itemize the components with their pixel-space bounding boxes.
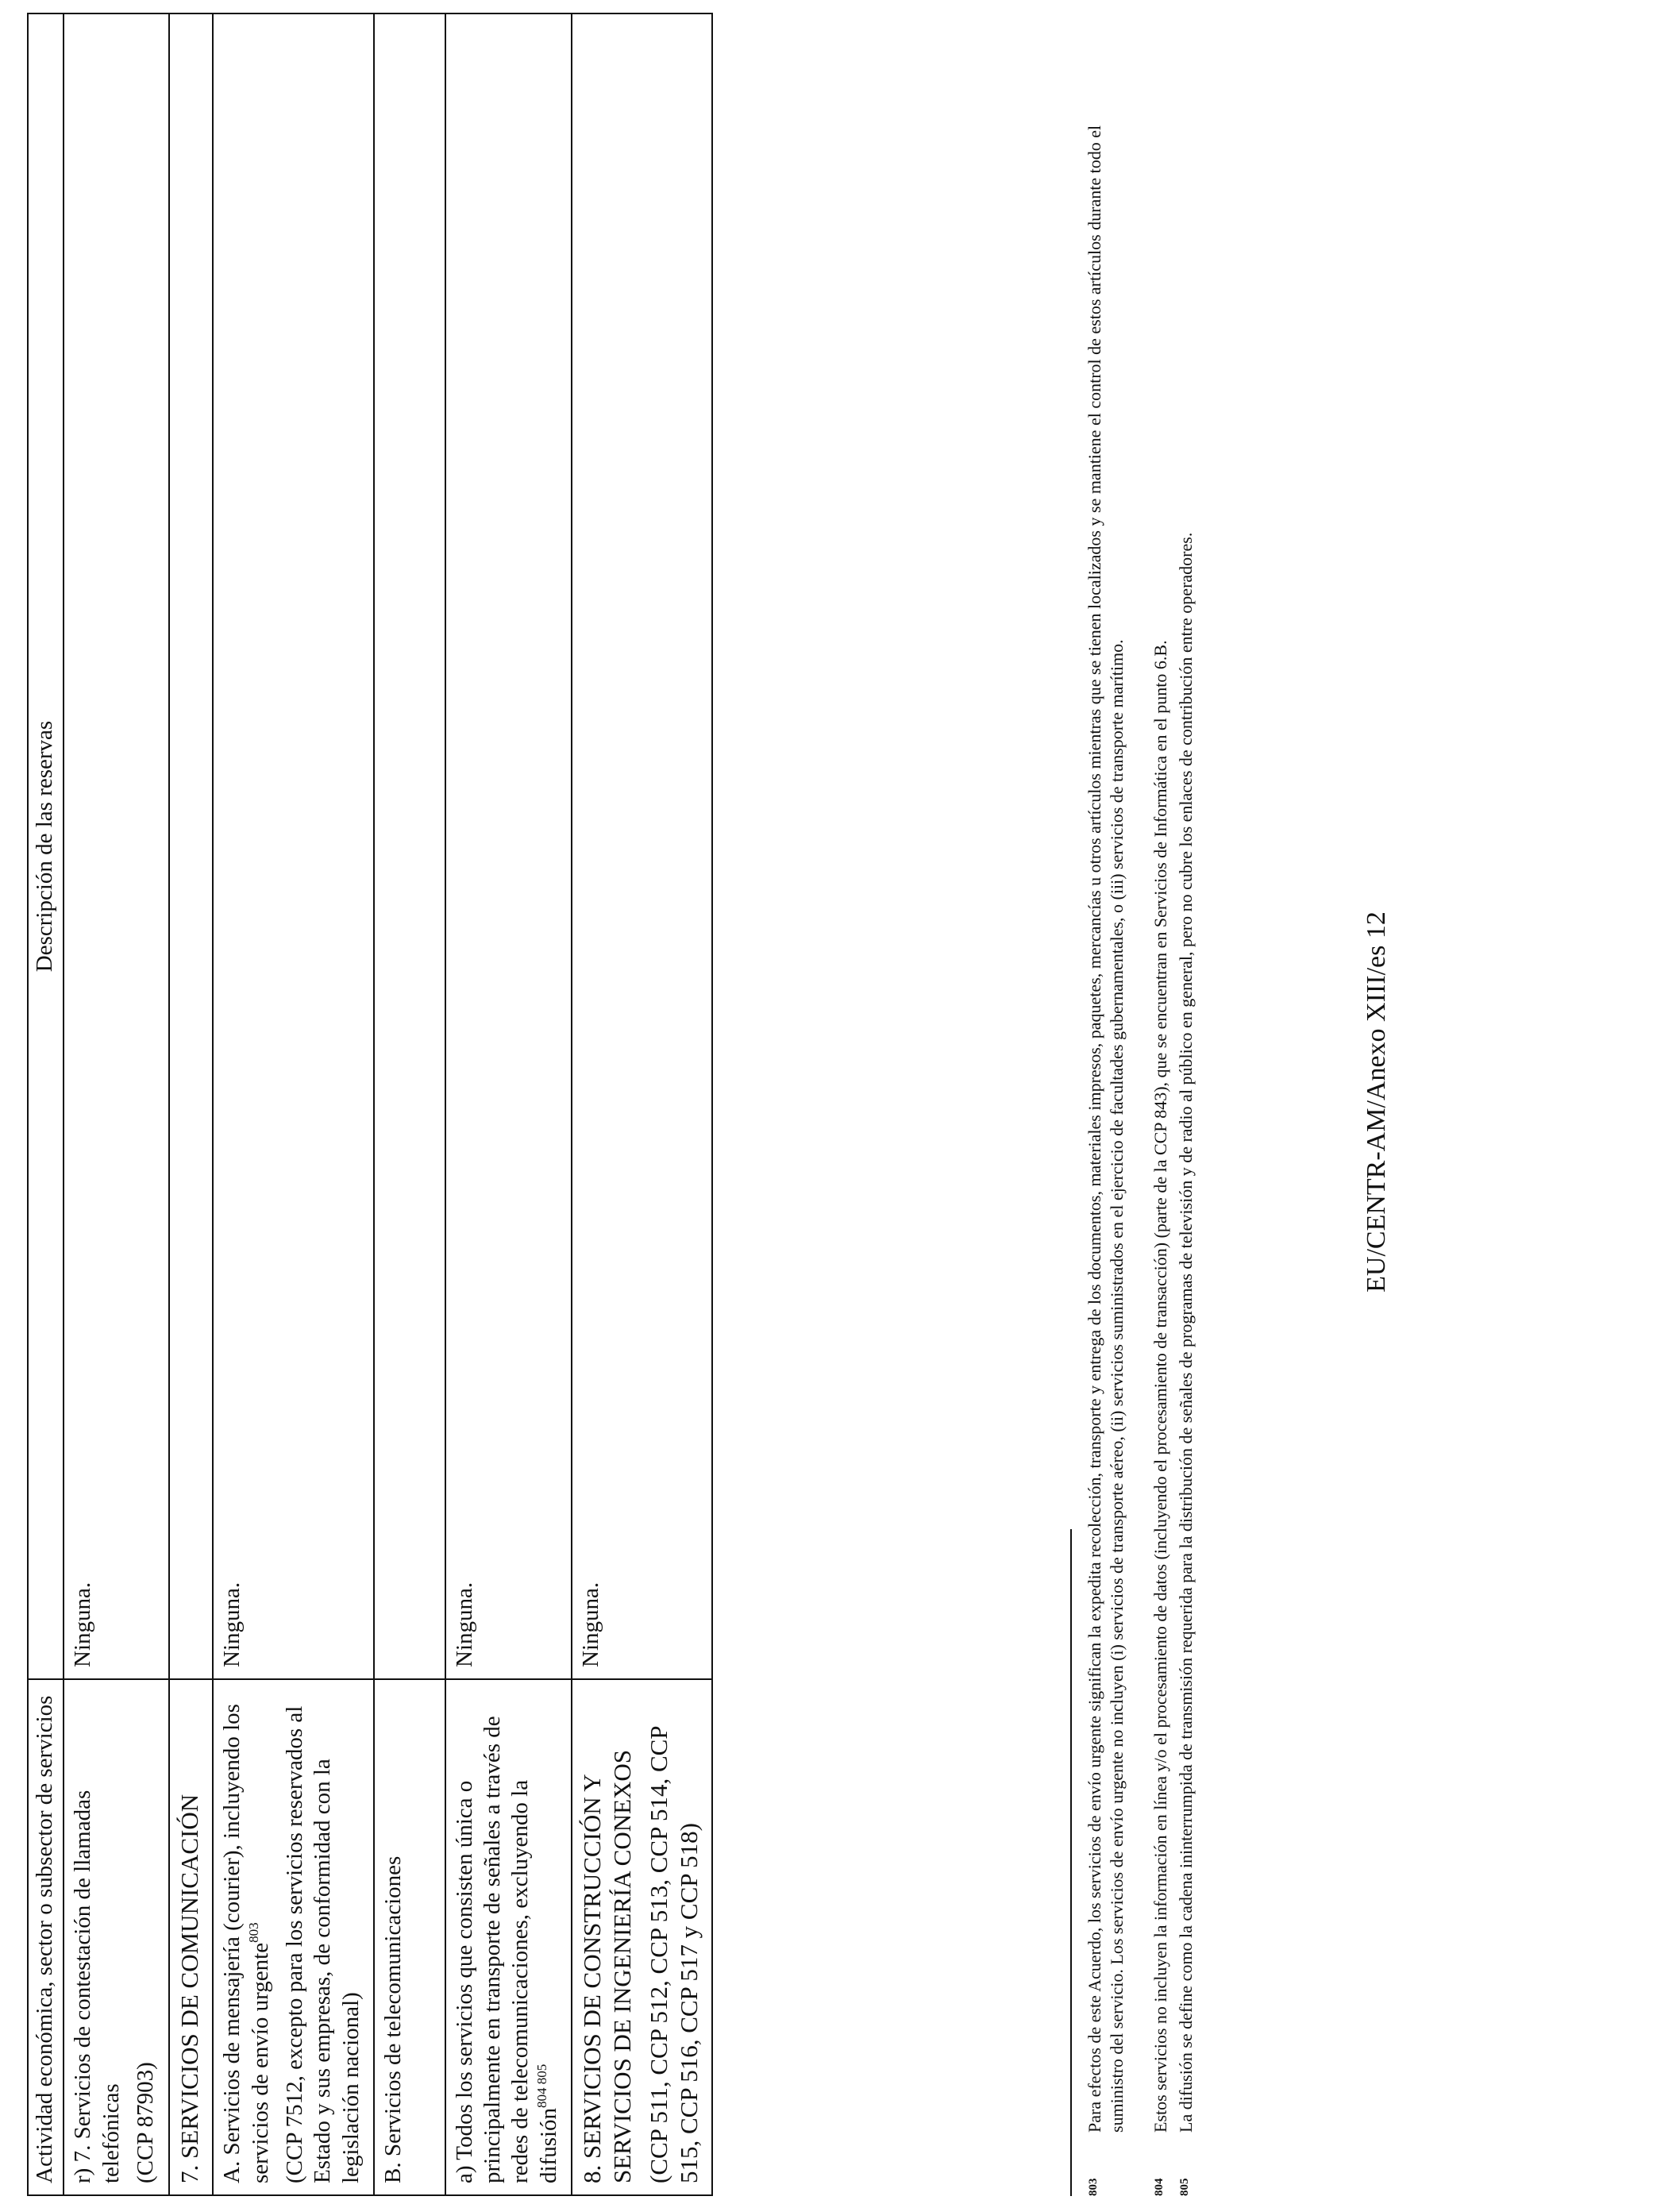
footnote	[1084, 60, 1127, 2196]
footnote	[1150, 60, 1172, 2196]
header-description: Descripción de las reservas	[28, 13, 64, 1679]
sector-note: (CCP 7512, excepto para los servicios reservados al Estado y sus empresas, de conformidad con la legislación nacional)	[282, 1705, 364, 2183]
table-row	[445, 13, 572, 2195]
table-row	[213, 13, 374, 2195]
table-row	[64, 13, 168, 2195]
sector-text: A. Servicios de mensajería (courier), incluyendo los servicios de envío urgente$^{803}$	[219, 1704, 273, 2183]
table-section-row	[374, 13, 445, 2195]
footnote-ref: 803	[245, 1922, 261, 1943]
footnote-number: 803	[1087, 2178, 1100, 2196]
footnote-number: 805	[1177, 2178, 1191, 2196]
description-cell: Ninguna.	[572, 13, 712, 1679]
sector-ccp: (CCP 87903)	[133, 2062, 159, 2183]
sector-ccp: (CCP 511, CCP 512, CCP 513, CCP 514, CCP 515, CCP 516, CCP 517 y CCP 518)	[644, 1726, 703, 2183]
table-header-row	[28, 13, 64, 2195]
footnotes	[1084, 60, 1204, 2196]
footnote-text: Estos servicios no incluyen la información en línea y/o el procesamiento de datos (incluyendo el procesamiento de transacción) (parte de la CCP 843), que se encuentran en Servicios de Informática en el punto 6.B.	[1150, 640, 1170, 2133]
sector-text: a) Todos los servicios que consisten única o principalmente en transporte de señales a través de redes de telecomunicaciones, excluyendo la difusión$^{804 805}$	[451, 1716, 561, 2183]
table-section-row	[169, 13, 214, 2195]
reservations-table	[27, 13, 713, 2196]
document-reference: EU/CENTR-AM/Anexo XIII/es 12	[1362, 911, 1391, 1293]
description-cell: Ninguna.	[213, 13, 374, 1679]
header-sector: Actividad económica, sector o subsector de servicios	[28, 1679, 64, 2195]
sector-cell	[213, 1679, 374, 2195]
sector-cell	[64, 1679, 168, 2195]
section-heading: B. Servicios de telecomunicaciones	[374, 1679, 445, 2195]
section-heading: 7. SERVICIOS DE COMUNICACIÓN	[169, 1679, 214, 2195]
empty-cell	[169, 13, 214, 1679]
description-cell: Ninguna.	[445, 13, 572, 1679]
footnote-number: 804	[1153, 2178, 1166, 2196]
footnote-text: La difusión se define como la cadena ininterrumpida de transmisión requerida para la distribución de señales de programas de televisión y de radio al público en general, pero no cubre los enlaces de contribución entre operadores.	[1175, 532, 1196, 2133]
footnote	[1175, 60, 1197, 2196]
sector-text: r) 7. Servicios de contestación de llamadas telefónicas	[70, 1790, 124, 2183]
footnote-ref: 804 805	[534, 2063, 549, 2108]
footnote-separator	[1070, 1529, 1072, 2196]
description-cell: Ninguna.	[64, 13, 168, 1679]
empty-cell	[374, 13, 445, 1679]
sector-cell	[445, 1679, 572, 2195]
sector-text: 8. SERVICIOS DE CONSTRUCCIÓN Y SERVICIOS DE INGENIERÍA CONEXOS	[578, 1749, 636, 2183]
footnote-text: Para efectos de este Acuerdo, los servicios de envío urgente significan la expedita recolección, transporte y entrega de los documentos, materiales impresos, paquetes, mercancías u otros artículos mientras que se tienen localizados y se mantiene el control de estos artículos durante todo el suministro del servicio. Los servicios de envío urgente no incluyen (i) servicios de transporte aéreo, (ii) servicios suministrados en el ejercicio de facultades gubernamentales, o (iii) servicios de transporte marítimo.	[1085, 125, 1127, 2133]
sector-cell	[572, 1679, 712, 2195]
table-row	[572, 13, 712, 2195]
